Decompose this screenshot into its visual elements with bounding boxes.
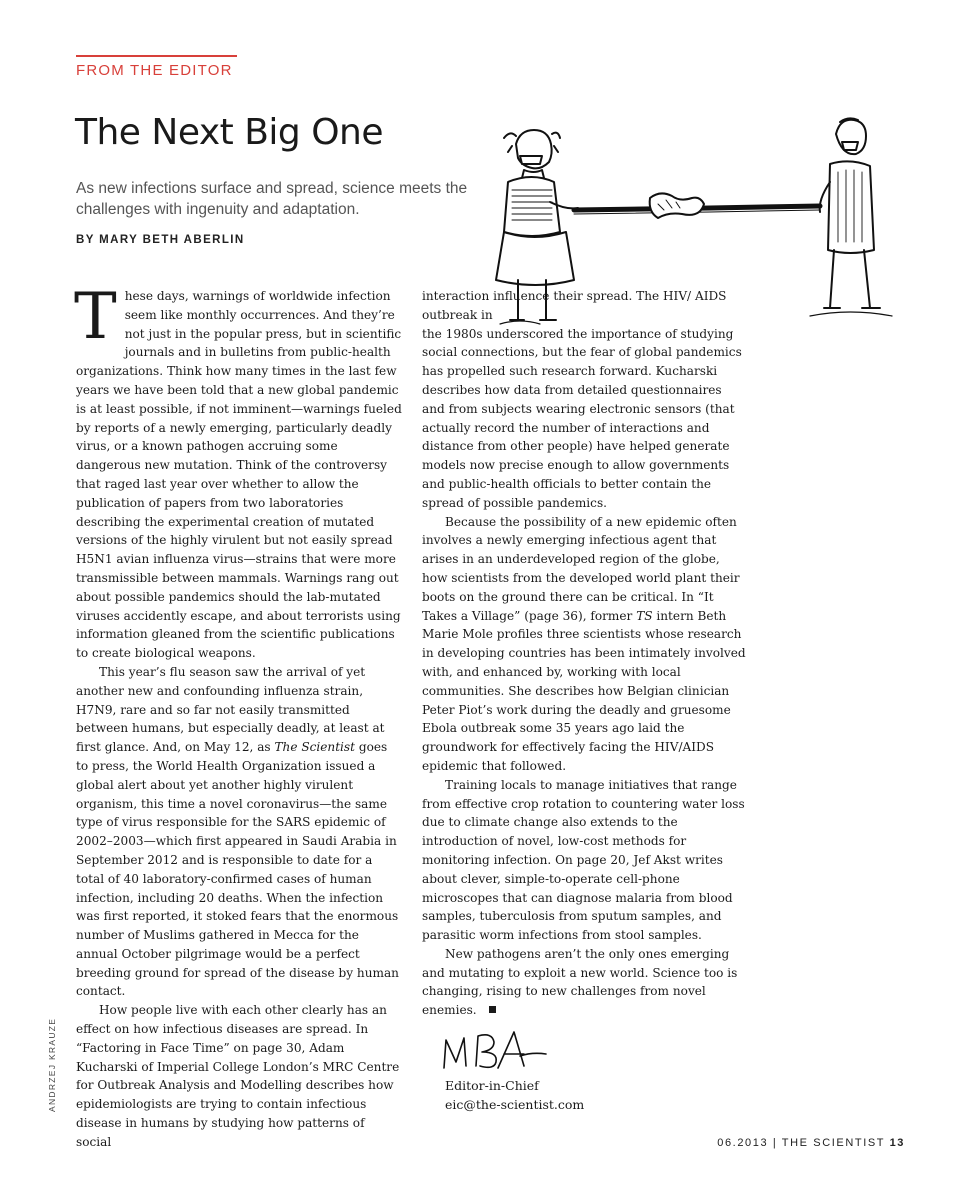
illustration-credit: ANDRZEJ KRAUZE xyxy=(47,1017,57,1112)
folio-publication: THE SCIENTIST xyxy=(781,1137,885,1149)
dek: As new infections surface and spread, science meets the challenges with ingenuity and adaptation. xyxy=(76,180,468,218)
paragraph-1-text: hese days, warnings of worldwide infection seem like monthly occurrences. And they’re not just in the popular press, but in scientific journals and in bulletins from public-health organizations. Think how many times in the last few years we have been told that a new global pandemic is at least possible, if not imminent—warnings fueled by reports of a newly emerging, particularly deadly virus, or a known pathogen accruing some dangerous new mutation. Think of the controversy that raged last year over whether to allow the publication of papers from two laboratories describing the experimental creation of mutated versions of the highly virulent but not easily spread H5N1 avian influenza virus—strains that were more transmissible between mammals. Warnings rang out about possible pandemics should the lab-mutated viruses accidently escape, and about terrorists using information gleaned from the scientific publications to create biological weapons. xyxy=(76,289,402,661)
section-rule xyxy=(76,55,237,57)
publication-name: The Scientist xyxy=(274,740,355,755)
headline: The Next Big One xyxy=(75,112,384,153)
paragraph-3: How people live with each other clearly has an effect on how infectious diseases are spread. In “Factoring in Face Time” on page 30, Adam Kucharski of Imperial College London’s MRC Centre for Outbreak Analysis and Modelling describes how epidemiologists are trying to contain infectious disease in humans by studying how patterns of social xyxy=(76,1003,400,1149)
paragraph-2: This year’s flu season saw the arrival of yet another new and confounding influenza strain, H7N9, rare and so far not easily transmitted between humans, but especially deadly, at least at first glance. And, on May 12, as The Scientist goes to press, the World Health Organization issued a global alert about yet another highly virulent organism, this time a novel coronavirus—the same type of virus responsible for the SARS epidemic of 2002–2003—which first appeared in Saudi Arabia in September 2012 and is responsible to date for a total of 40 laboratory-confirmed cases of human infection, including 20 deaths. When the infection was first reported, it stoked fears that the enormous number of Muslims gathered in Mecca for the annual October pilgrimage would be a perfect breeding ground for spread of the disease by human contact. xyxy=(76,664,399,999)
signature-title: Editor-in-Chief xyxy=(445,1078,539,1093)
end-mark-icon xyxy=(489,1006,496,1013)
signature-email: eic@the-scientist.com xyxy=(445,1097,585,1112)
drop-cap: T xyxy=(74,280,117,354)
folio xyxy=(717,1137,905,1149)
paragraph-3-continued: the 1980s underscored the importance of studying social connections, but the fear of global pandemics has propelled such research forward. Kucharski describes how data from detailed questionnaires and from subjects wearing electronic sensors (that actually record the number of interactions and distance from other people) have helped generate models now precise enough to allow governments and public-health officials to better contain the spread of possible pandemics. xyxy=(422,326,742,510)
signature-initials-icon xyxy=(440,1026,550,1076)
folio-date: 06.2013 xyxy=(717,1137,769,1149)
section-label: FROM THE EDITOR xyxy=(76,62,233,79)
folio-page: 13 xyxy=(889,1137,905,1149)
paragraph-1 xyxy=(74,280,402,663)
article-column-1 xyxy=(74,280,402,1152)
folio-separator: | xyxy=(772,1137,778,1149)
byline: BY MARY BETH ABERLIN xyxy=(76,234,245,246)
publication-abbrev: TS xyxy=(636,608,653,623)
paragraph-4: Because the possibility of a new epidemic often involves a newly emerging infectious agent that arises in an underdeveloped region of the globe, how scientists from the developed world plant their boots on the ground there can be critical. In “It Takes a Village” (page 36), former TS intern Beth Marie Mole profiles three scientists whose research in developing countries has been intimately involved with, and enhanced by, working with local communities. She describes how Belgian clinician Peter Piot’s work during the deadly and gruesome Ebola outbreak some 35 years ago laid the groundwork for effectively facing the HIV/AIDS epidemic that followed. xyxy=(422,514,746,773)
article-column-2 xyxy=(422,287,748,1020)
paragraph-6: New pathogens aren’t the only ones emerging and mutating to exploit a new world. Science too is changing, rising to new challenges from novel enemies. xyxy=(422,946,738,1018)
paragraph-5: Training locals to manage initiatives that range from effective crop rotation to countering water loss due to climate change also extends to the introduction of novel, low-cost methods for monitoring infection. On page 20, Jef Akst writes about clever, simple-to-operate cell-phone microscopes that can diagnose malaria from blood samples, tuberculosis from sputum samples, and parasitic worm infections from stool samples. xyxy=(422,777,745,943)
paragraph-3-continued-top: interaction influence their spread. The HIV/ AIDS outbreak in xyxy=(422,289,727,322)
